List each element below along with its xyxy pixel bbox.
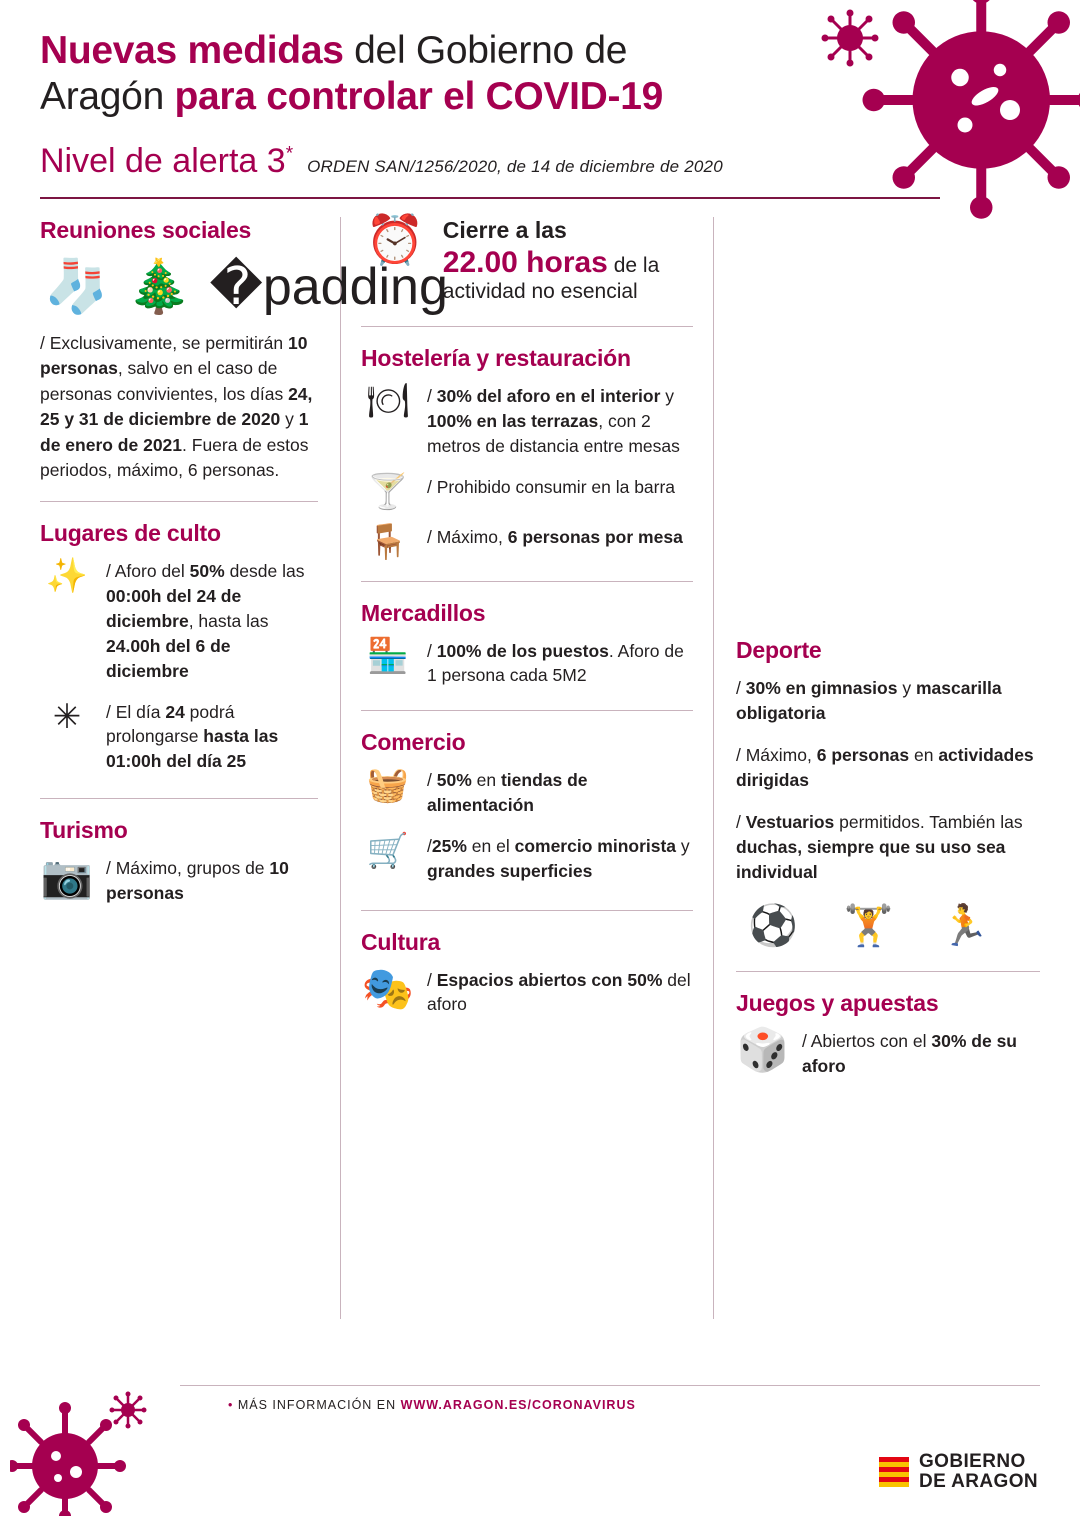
- weightlifting-icon: 🏋: [843, 903, 894, 948]
- com1-b: 50%: [436, 770, 472, 791]
- dep2-b: 6 personas: [816, 744, 910, 765]
- cultura-item: [361, 964, 693, 1018]
- page-title: [40, 28, 840, 120]
- deporte-item-2: [736, 743, 1040, 794]
- content-columns: [0, 199, 1080, 1319]
- culto2-b: 24: [165, 701, 185, 722]
- alert-level-text: Nivel de alerta 3: [40, 142, 286, 181]
- section-title-juegos: Juegos y apuestas: [736, 989, 939, 1016]
- culto-item-2: [40, 697, 318, 775]
- reuniones-text-e: y: [280, 409, 299, 430]
- footer-divider: [180, 1385, 1040, 1386]
- comercio-item-2: [361, 831, 693, 884]
- star-burst-icon: ✳: [52, 697, 82, 736]
- divider-left-2: [40, 798, 318, 799]
- com1-a: /: [427, 770, 437, 791]
- comercio-item-1: [361, 768, 693, 818]
- com2-d: comercio minorista: [514, 835, 677, 856]
- jue-a: / Abiertos con el: [802, 1030, 932, 1051]
- title-part-1: Nuevas medidas: [40, 29, 344, 72]
- juegos-item: [736, 1025, 1040, 1079]
- host1-c: y: [660, 386, 675, 407]
- title-part-3: Aragón: [40, 75, 175, 119]
- closing-rest: de la actividad no esencial: [442, 254, 660, 304]
- culto1-b: 50%: [189, 561, 225, 582]
- culto2-c: podrá prolongarse: [106, 701, 235, 747]
- reuniones-text-d: 24, 25 y 31 de diciembre de 2020: [40, 383, 313, 430]
- com2-a: /: [427, 835, 432, 856]
- dep2-c: en: [909, 744, 939, 765]
- cult-a: /: [427, 969, 437, 990]
- divider-mid-1: [361, 326, 693, 327]
- culto2-d: hasta las 01:00h del día 25: [106, 726, 279, 772]
- dep2-d: actividades dirigidas: [736, 744, 1034, 791]
- mercadillos-item: [361, 636, 693, 689]
- reuniones-text-c: , salvo en el caso de personas convivientes, los días: [40, 358, 289, 404]
- host3-a: / Máximo,: [427, 526, 508, 547]
- section-title-deporte: Deporte: [736, 637, 822, 664]
- culto1-e: , hasta las: [188, 610, 269, 631]
- juegos-text: [802, 1029, 1040, 1079]
- title-part-2: del Gobierno de: [343, 29, 628, 72]
- camera-icon: 📷: [40, 853, 94, 901]
- market-stall-icon: 🏪: [366, 636, 410, 675]
- merc-b: 100% de los puestos: [436, 640, 609, 661]
- host1-b: 30% del aforo en el interior: [436, 386, 661, 407]
- aragon-flag-icon: [879, 1457, 909, 1487]
- closing-hours: 22.00 horas: [442, 246, 608, 280]
- cocktail-icon: 🍸: [366, 472, 410, 511]
- government-name: [919, 1452, 1038, 1492]
- closing-line2: [443, 246, 693, 304]
- title-part-4: para controlar el COVID-19: [174, 75, 664, 119]
- food-cloche-icon: 🍽: [366, 382, 410, 421]
- deporte-item-1: [736, 676, 1040, 727]
- host3-b: 6 personas por mesa: [507, 526, 683, 547]
- reuniones-text-b: 10 personas: [40, 333, 308, 379]
- column-middle: [341, 214, 713, 1319]
- divider-mid-4: [361, 910, 693, 911]
- reuniones-icons: [44, 256, 448, 317]
- turismo-item: [40, 853, 318, 906]
- cultura-section: [361, 929, 693, 1018]
- com2-e: y: [676, 835, 690, 856]
- closing-time-notice: [361, 214, 693, 304]
- divider-left-1: [40, 501, 318, 502]
- culto1-c: desde las: [224, 561, 305, 582]
- dep3-d: duchas, siempre que su uso sea individual: [736, 836, 1006, 883]
- column-right: [714, 217, 1040, 1319]
- running-icon: 🏃: [939, 903, 990, 948]
- dep1-c: y: [897, 678, 916, 699]
- divider-mid-2: [361, 581, 693, 582]
- dep1-b: 30% en gimnasios: [745, 678, 898, 699]
- table-chairs-icon: 🪑: [366, 522, 410, 561]
- culto2-a: / El día: [106, 701, 166, 722]
- grocery-basket-icon: 🧺: [366, 766, 410, 805]
- deporte-item-3: [736, 810, 1040, 886]
- section-title-cultura: Cultura: [361, 928, 441, 955]
- culto-item-1: [40, 559, 318, 683]
- christmas-stocking-icon: 🧦: [44, 258, 109, 317]
- juegos-section: [736, 990, 1040, 1079]
- coronavirus-icon: [850, 0, 1080, 225]
- host1-d: 100% en las terrazas: [427, 410, 599, 431]
- hosteleria-item-2-text: / Prohibido consumir en la barra: [427, 476, 676, 497]
- reuniones-text-a: / Exclusivamente, se permitirán: [40, 333, 289, 354]
- right-spacer: [736, 217, 1040, 637]
- dice-icon: 🎲: [736, 1025, 790, 1073]
- host1-e: , con 2 metros de distancia entre mesas: [427, 410, 680, 456]
- gov-line-1: GOBIERNO: [918, 1451, 1026, 1473]
- merc-a: /: [427, 640, 437, 661]
- hosteleria-item-1-text: [427, 384, 693, 459]
- cultura-text: [427, 968, 693, 1018]
- closing-line1: Cierre a las: [442, 217, 567, 244]
- soccer-ball-icon: ⚽: [748, 903, 798, 948]
- star-sparkle-icon: ✨: [45, 557, 89, 596]
- hosteleria-item-3-text: [427, 525, 683, 550]
- government-logo: [879, 1452, 1038, 1492]
- turismo-b: 10 personas: [106, 858, 289, 903]
- alert-level-asterisk: *: [285, 143, 294, 165]
- footer-more-info: MÁS INFORMACIÓN EN: [237, 1398, 401, 1412]
- section-title-reuniones: Reuniones sociales: [40, 217, 252, 244]
- culto-item-2-text: [106, 700, 318, 775]
- section-title-comercio: Comercio: [361, 729, 466, 756]
- section-title-hosteleria: Hostelería y restauración: [361, 345, 631, 372]
- comercio-item-1-text: [427, 768, 693, 818]
- dep3-a: /: [736, 811, 746, 832]
- footer-info: [228, 1398, 636, 1412]
- turismo-section: [40, 817, 318, 906]
- coronavirus-footer-icon: [10, 1386, 160, 1516]
- alert-level: [40, 142, 293, 181]
- hosteleria-item-2: [361, 472, 693, 511]
- section-title-culto: Lugares de culto: [40, 520, 221, 547]
- com1-c: en: [471, 770, 501, 791]
- hosteleria-item-3: [361, 522, 693, 561]
- dep2-a: / Máximo,: [736, 744, 817, 765]
- dep1-a: /: [736, 678, 746, 699]
- mercadillos-text: [427, 639, 693, 689]
- dep3-b: Vestuarios: [745, 811, 835, 832]
- dep3-c: permitidos. También las: [834, 811, 1023, 832]
- order-reference: ORDEN SAN/1256/2020, de 14 de diciembre de 2020: [307, 157, 723, 177]
- com2-b: 25%: [431, 835, 467, 856]
- cult-b: Espacios abiertos con 50%: [436, 969, 663, 990]
- culto1-a: / Aforo del: [106, 561, 190, 582]
- jue-b: 30% de su aforo: [802, 1030, 1017, 1076]
- merc-c: . Aforo de 1 persona cada 5M2: [427, 640, 684, 686]
- culto1-f: 24.00h del 6 de diciembre: [106, 635, 231, 681]
- dep1-d: mascarilla obligatoria: [736, 678, 1002, 724]
- com1-d: tiendas de alimentación: [427, 770, 588, 816]
- header: [0, 0, 1080, 181]
- coronavirus-small-icon: [820, 8, 880, 68]
- deporte-icons: [748, 902, 1040, 949]
- divider-mid-3: [361, 710, 693, 711]
- hosteleria-item-1: [361, 384, 693, 459]
- culto-item-1-text: [106, 559, 318, 683]
- christmas-bauble-icon: �padding: [209, 258, 448, 317]
- turismo-text: [106, 856, 318, 906]
- turismo-a: / Máximo, grupos de: [106, 858, 270, 879]
- christmas-tree-icon: 🎄: [126, 258, 192, 317]
- section-title-turismo: Turismo: [40, 817, 128, 844]
- theatre-masks-icon: 🎭: [361, 964, 415, 1012]
- section-title-mercadillos: Mercadillos: [361, 599, 486, 626]
- reuniones-text-g: . Fuera de estos periodos, máximo, 6 personas.: [40, 434, 309, 480]
- reuniones-text-f: 1 de enero de 2021: [40, 409, 309, 455]
- host1-a: /: [427, 386, 437, 407]
- footer-url[interactable]: WWW.ARAGON.ES/CORONAVIRUS: [400, 1398, 636, 1412]
- footer-bullet: •: [228, 1398, 234, 1412]
- divider-right-1: [736, 971, 1040, 972]
- com2-c: en el: [466, 835, 515, 856]
- cult-c: del aforo: [427, 969, 691, 1015]
- gov-line-2: DE ARAGON: [918, 1471, 1038, 1493]
- culto1-d: 00:00h del 24 de diciembre: [106, 586, 242, 631]
- reuniones-text: [40, 331, 318, 483]
- comercio-item-2-text: [427, 834, 693, 884]
- shopping-cart-icon: 🛒: [366, 831, 410, 870]
- alarm-clock-icon: ⏰: [365, 214, 425, 268]
- com2-f: grandes superficies: [427, 860, 593, 881]
